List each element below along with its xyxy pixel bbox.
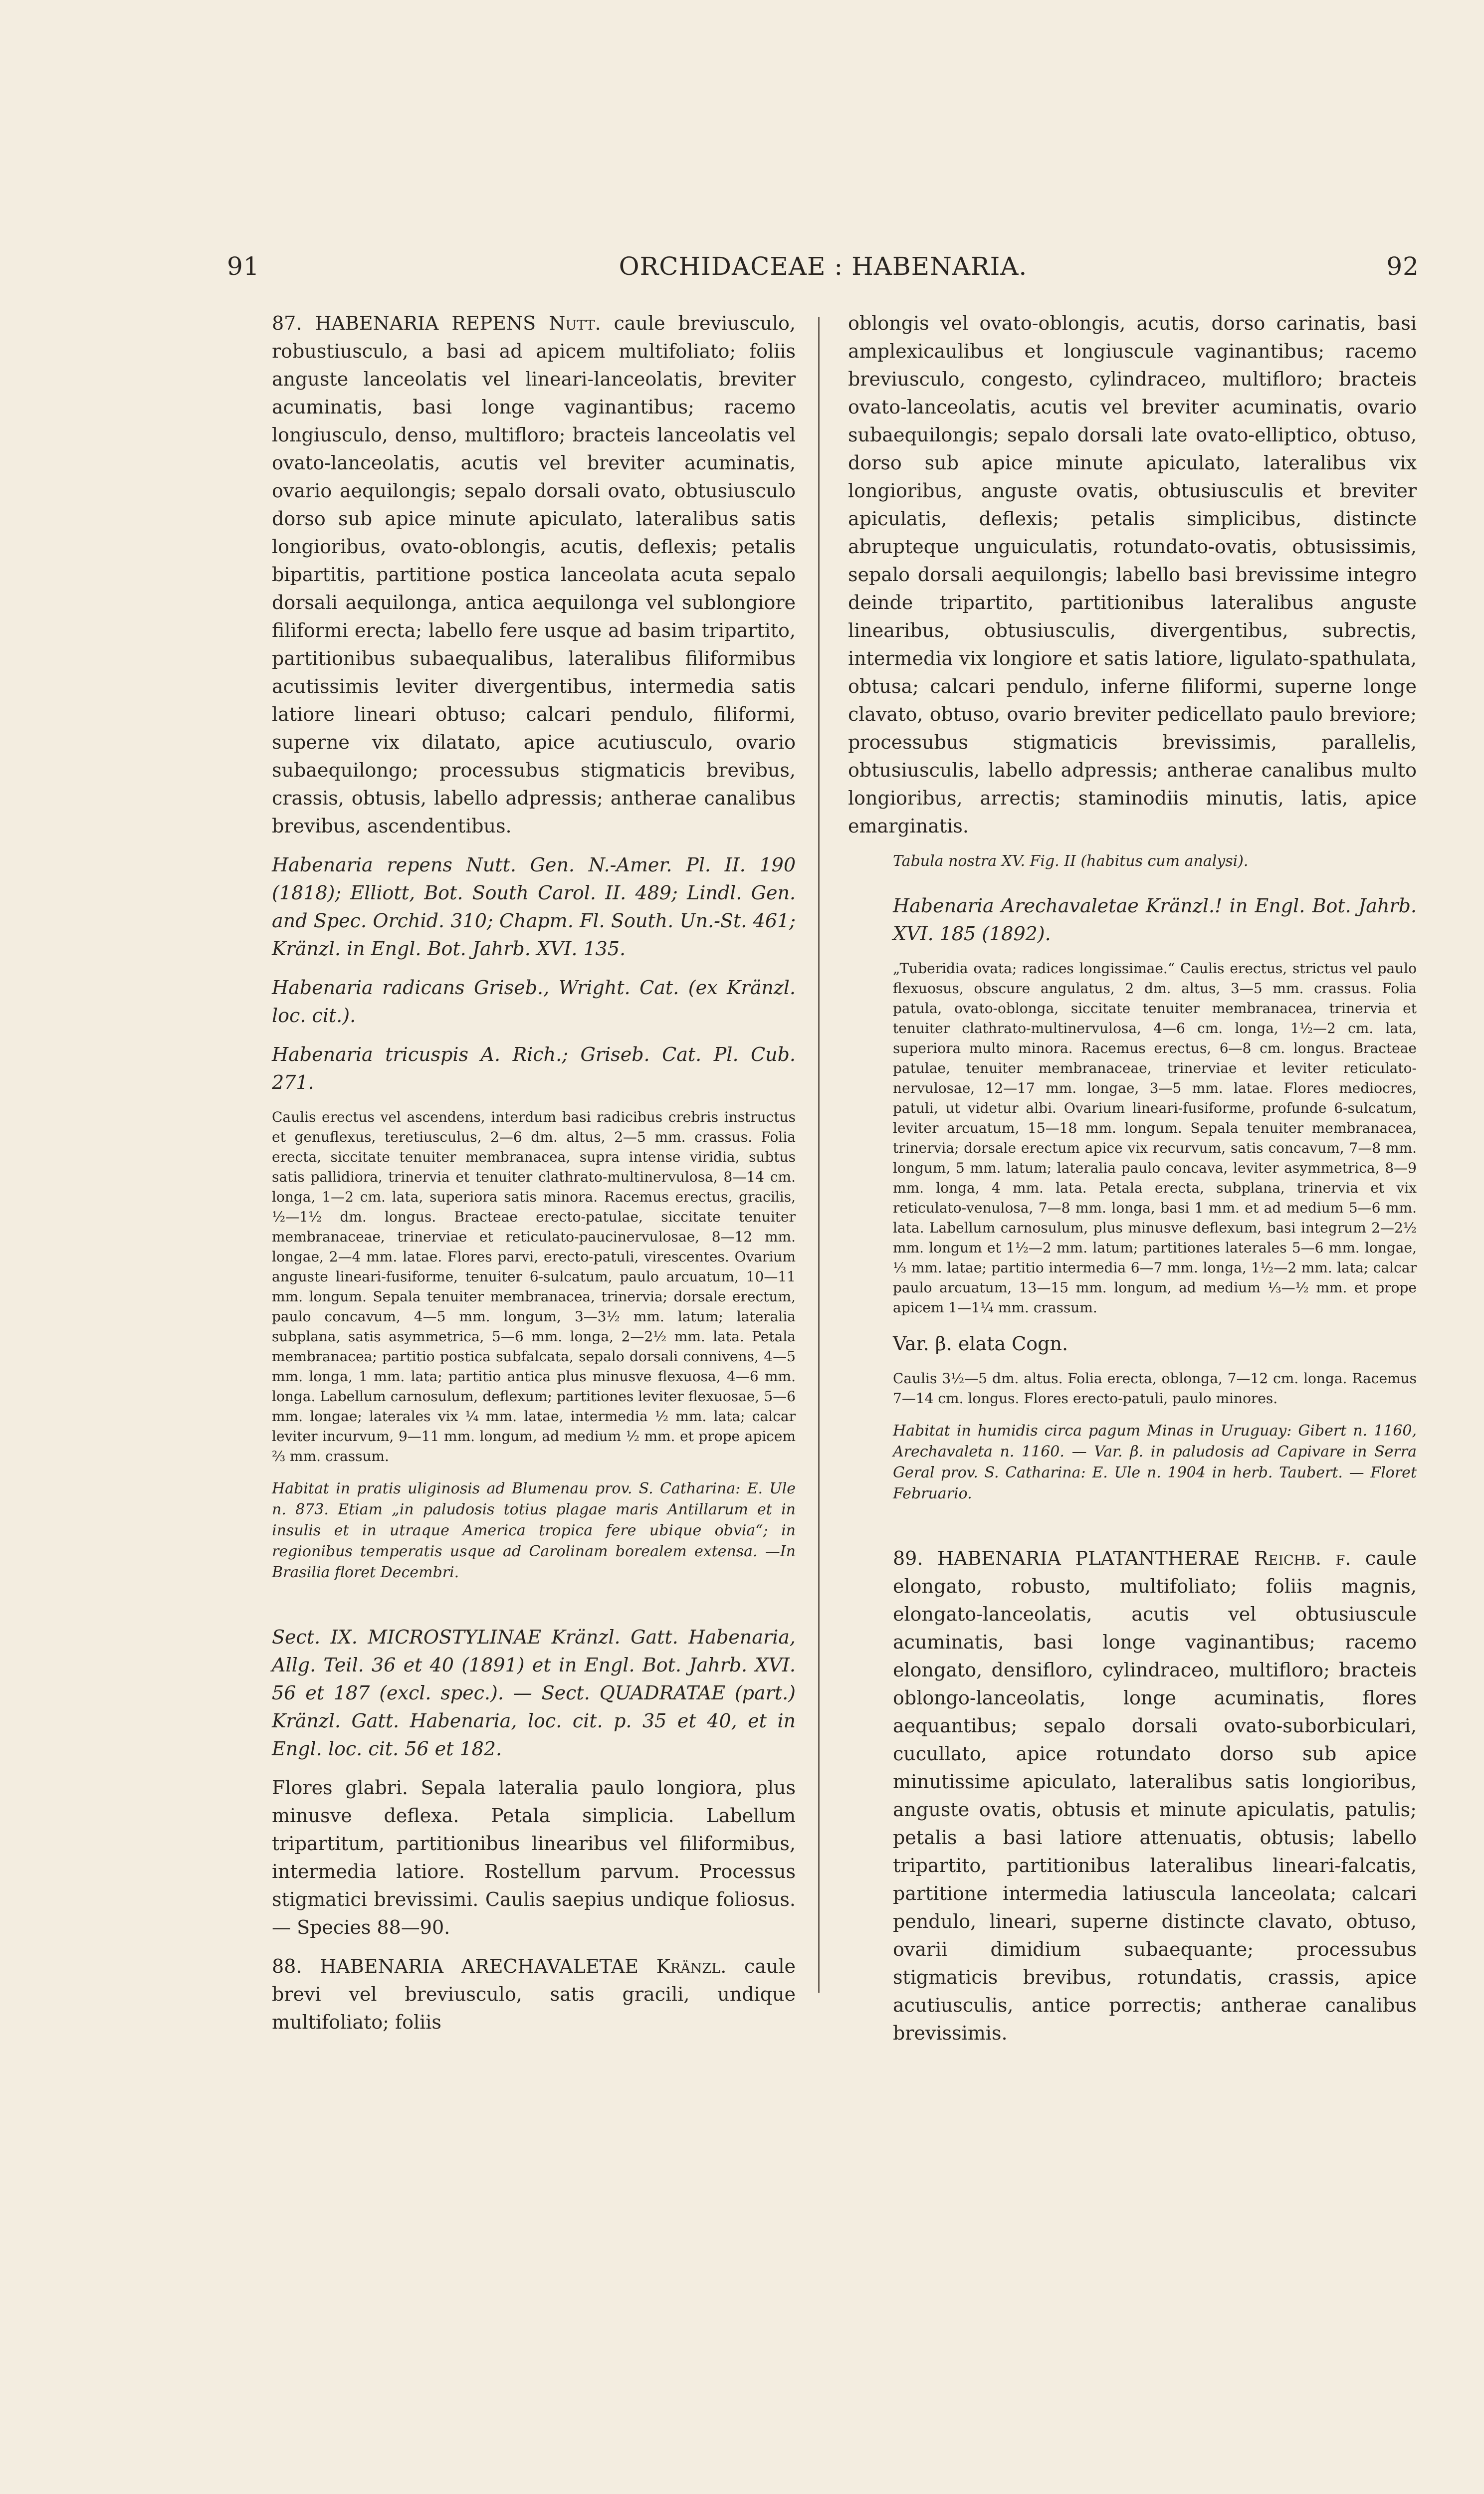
habitat-88: Habitat in humidis circa pagum Minas in Uruguay: Gibert n. 1160, Arechavaleta n. 1160. — Var. β. in paludosis ad Capivare in Serra Geral prov. S. Catharina: E. Ule n. 1904 in herb. Taubert. — Floret Februario. <box>893 1422 1417 1502</box>
species-88-title: 88. HABENARIA ARECHAVALETAE Kränzl. <box>272 1955 727 1977</box>
page-number-left: 91 <box>227 252 260 281</box>
running-title: ORCHIDACEAE : HABENARIA. <box>619 252 1028 281</box>
synonym-88: Habenaria Arechavaletae Kränzl.! in Engl. Bot. Jahrb. XVI. 185 (1892). <box>893 895 1417 945</box>
synonym-2: Habenaria radicans Griseb., Wright. Cat. (ex Kränzl. loc. cit.). <box>272 977 796 1027</box>
page-header <box>227 252 1419 287</box>
section-characters: Flores glabri. Sepala lateralia paulo longiora, plus minusve deflexa. Petala simplicia. Labellum tripartitum, partitionibus linearibus vel filiformibus, intermedia latiore. Rostellum parvum. Processus stigmatici brevissimi. Caulis saepius undique foliosus. — Species 88—90. <box>272 1777 796 1938</box>
species-89-body: caule elongato, robusto, multifoliato; foliis magnis, elongato-lanceolatis, acutis vel obtusiuscule acuminatis, basi longe vaginantibus; racemo elongato, densifloro, cylindraceo, multifloro; bracteis oblongo-lanceolatis, longe acuminatis, flores aequantibus; sepalo dorsali ovato-suborbiculari, cucullato, apice rotundato dorso sub apice minutissime apiculato, lateralibus satis longioribus, anguste ovatis, obtusis et minute apiculatis, patulis; petalis a basi latiore attenuatis, obtusis; labello tripartito, partitionibus lateralibus lineari-falcatis, partitione intermedia latiuscula lanceolata; calcari pendulo, lineari, superne distincte clavato, obtuso, ovarii dimidium subaequante; processubus stigmaticis brevibus, rotundatis, crassis, apice acutiusculis, antice porrectis; antherae canalibus brevissimis. <box>893 1547 1417 2044</box>
page-number-right: 92 <box>1386 252 1419 281</box>
right-column <box>848 309 1417 2058</box>
section-heading: Sect. IX. MICROSTYLINAE Kränzl. Gatt. Habenaria, Allg. Teil. 36 et 40 (1891) et in Engl. Bot. Jahrb. XVI. 56 et 187 (excl. spec.). — Sect. QUADRATAE (part.) Kränzl. Gatt. Habenaria, loc. cit. p. 35 et 40, et in Engl. loc. cit. 56 et 182. <box>272 1626 796 1760</box>
species-89-title: 89. HABENARIA PLATANTHERAE Reichb. f. <box>893 1547 1351 1569</box>
habitat-87: Habitat in pratis uliginosis ad Blumenau prov. S. Catharina: E. Ule n. 873. Etiam „in paludosis totius plagae maris Antillarum et in insulis et in utraque America tropica fere ubique obvia“; in regionibus temperatis usque ad Carolinam borealem extensa. —In Brasilia floret Decembri. <box>272 1480 796 1581</box>
species-87-body: caule breviusculo, robustiusculo, a basi ad apicem multifoliato; foliis anguste lanceolatis vel lineari-lanceolatis, breviter acuminatis, basi longe vaginantibus; racemo longiusculo, denso, multifloro; bracteis lanceolatis vel ovato-lanceolatis, acutis vel breviter acuminatis, ovario aequilongis; sepalo dorsali ovato, obtusiusculo dorso sub apice minute apiculato, lateralibus satis longioribus, ovato-oblongis, acutis, deflexis; petalis bipartitis, partitione postica lanceolata acuta sepalo dorsali aequilonga, antica aequilonga vel sublongiore filiformi erecta; labello fere usque ad basim tripartito, partitionibus subaequalibus, lateralibus filiformibus acutissimis leviter divergentibus, intermedia satis latiore lineari obtuso; calcari pendulo, filiformi, superne vix dilatato, apice acutiusculo, ovario subaequilongo; processubus stigmaticis brevibus, crassis, obtusis, labello adpressis; antherae canalibus brevibus, ascendentibus. <box>272 312 796 837</box>
species-88-body: caule brevi vel breviusculo, satis gracili, undique multifoliato; foliis <box>272 1955 796 2033</box>
description-87: Caulis erectus vel ascendens, interdum basi radicibus crebris instructus et genuflexus, teretiusculus, 2—6 dm. altus, 2—5 mm. crassus. Folia erecta, siccitate tenuiter membranacea, supra intense viridia, subtus satis pallidiora, trinervia et tenuiter clathrato-multinervulosa, 8—14 cm. longa, 1—2 cm. lata, superiora satis minora. Racemus erectus, gracilis, ½—1½ dm. longus. Bracteae erecto-patulae, siccitate tenuiter membranaceae, trinerviae et reticulato-paucinervulosae, 8—12 mm. longae, 2—4 mm. latae. Flores parvi, erecto-patuli, virescentes. Ovarium anguste lineari-fusiforme, tenuiter 6-sulcatum, paulo arcuatum, 10—11 mm. longum. Sepala tenuiter membranacea, trinervia; dorsale erectum, paulo concavum, 4—5 mm. longum, 3—3½ mm. latum; lateralia subplana, satis asymmetrica, 5—6 mm. longa, 2—2½ mm. lata. Petala membranacea; partitio postica subfalcata, sepalo dorsali connivens, 4—5 mm. longa, 1 mm. lata; partitio antica plus minusve flexuosa, 4—6 mm. longa. Labellum carnosulum, deflexum; partitiones leviter flexuosae, 5—6 mm. longae; laterales vix ¼ mm. latae, intermedia ½ mm. lata; calcar leviter incurvum, 9—11 mm. longum, ad medium ½ mm. et prope apicem ⅔ mm. crassum. <box>272 1109 796 1464</box>
species-87 <box>227 309 796 840</box>
left-column <box>227 309 796 2047</box>
variety-description: Caulis 3½—5 dm. altus. Folia erecta, oblonga, 7—12 cm. longa. Racemus 7—14 cm. longus. Flores erecto-patuli, paulo minores. <box>893 1370 1417 1407</box>
species-88-continued: oblongis vel ovato-oblongis, acutis, dorso carinatis, basi amplexicaulibus et longiuscule vaginantibus; racemo breviusculo, congesto, cylindraceo, multifloro; bracteis ovato-lanceolatis, acutis vel breviter acuminatis, ovario subaequilongis; sepalo dorsali late ovato-elliptico, obtuso, dorso sub apice minute apiculato, lateralibus vix longioribus, anguste ovatis, obtusiusculis et breviter apiculatis, deflexis; petalis simplicibus, distincte abrupteque unguiculatis, rotundato-ovatis, obtusissimis, sepalo dorsali aequilongis; labello basi brevissime integro deinde tripartito, partitionibus lateralibus anguste linearibus, obtusiusculis, divergentibus, subrectis, intermedia vix longiore et satis latiore, ligulato-spathulata, obtusa; calcari pendulo, inferne filiformi, superne longe clavato, obtuso, ovario breviter pedicellato paulo breviore; processubus stigmaticis brevissimis, parallelis, obtusiusculis, labello adpressis; antherae canalibus multo longioribus, arrectis; staminodiis minutis, latis, apice emarginatis. <box>848 312 1417 837</box>
variety-heading: Var. β. elata Cogn. <box>893 1333 1068 1355</box>
species-89 <box>848 1544 1417 2047</box>
plate-reference: Tabula nostra XV. Fig. II (habitus cum analysi). <box>893 852 1249 870</box>
synonym-1: Habenaria repens Nutt. Gen. N.-Amer. Pl. II. 190 (1818); Elliott, Bot. South Carol. II. 489; Lindl. Gen. and Spec. Orchid. 310; Chapm. Fl. South. Un.-St. 461; Kränzl. in Engl. Bot. Jahrb. XVI. 135. <box>272 854 796 960</box>
synonym-3: Habenaria tricuspis A. Rich.; Griseb. Cat. Pl. Cub. 271. <box>272 1043 796 1093</box>
species-88 <box>227 1952 796 2036</box>
species-87-title: 87. HABENARIA REPENS Nutt. <box>272 312 601 334</box>
description-88: „Tuberidia ovata; radices longissimae.“ Caulis erectus, strictus vel paulo flexuosus, obscure angulatus, 2 dm. altus, 3—5 mm. crassus. Folia patula, ovato-oblonga, siccitate tenuiter membranacea, trinervia et tenuiter clathrato-multinervulosa, 4—6 cm. longa, 1½—2 cm. lata, superiora multo minora. Racemus erectus, 6—8 cm. longus. Bracteae patulae, tenuiter membranaceae, trinerviae et leviter reticulato-nervulosae, 12—17 mm. longae, 3—5 mm. latae. Flores mediocres, patuli, ut videtur albi. Ovarium lineari-fusiforme, profunde 6-sulcatum, leviter arcuatum, 15—18 mm. longum. Sepala tenuiter membranacea, trinervia; dorsale erectum apice vix recurvum, satis concavum, 7—8 mm. longum, 5 mm. latum; lateralia paulo concava, leviter asymmetrica, 8—9 mm. longa, 4 mm. lata. Petala erecta, subplana, trinervia et vix reticulato-venulosa, 7—8 mm. longa, basi 1 mm. et ad medium 5—6 mm. lata. Labellum carnosulum, plus minusve deflexum, basi integrum 2—2½ mm. longum et 1½—2 mm. latum; partitiones laterales 5—6 mm. longae, ⅓ mm. latae; partitio intermedia 6—7 mm. longa, 1½—2 mm. lata; calcar paulo arcuatum, 13—15 mm. longum, ad medium ⅓—½ mm. et prope apicem 1—1¼ mm. crassum. <box>893 960 1417 1316</box>
column-divider <box>818 317 820 1993</box>
